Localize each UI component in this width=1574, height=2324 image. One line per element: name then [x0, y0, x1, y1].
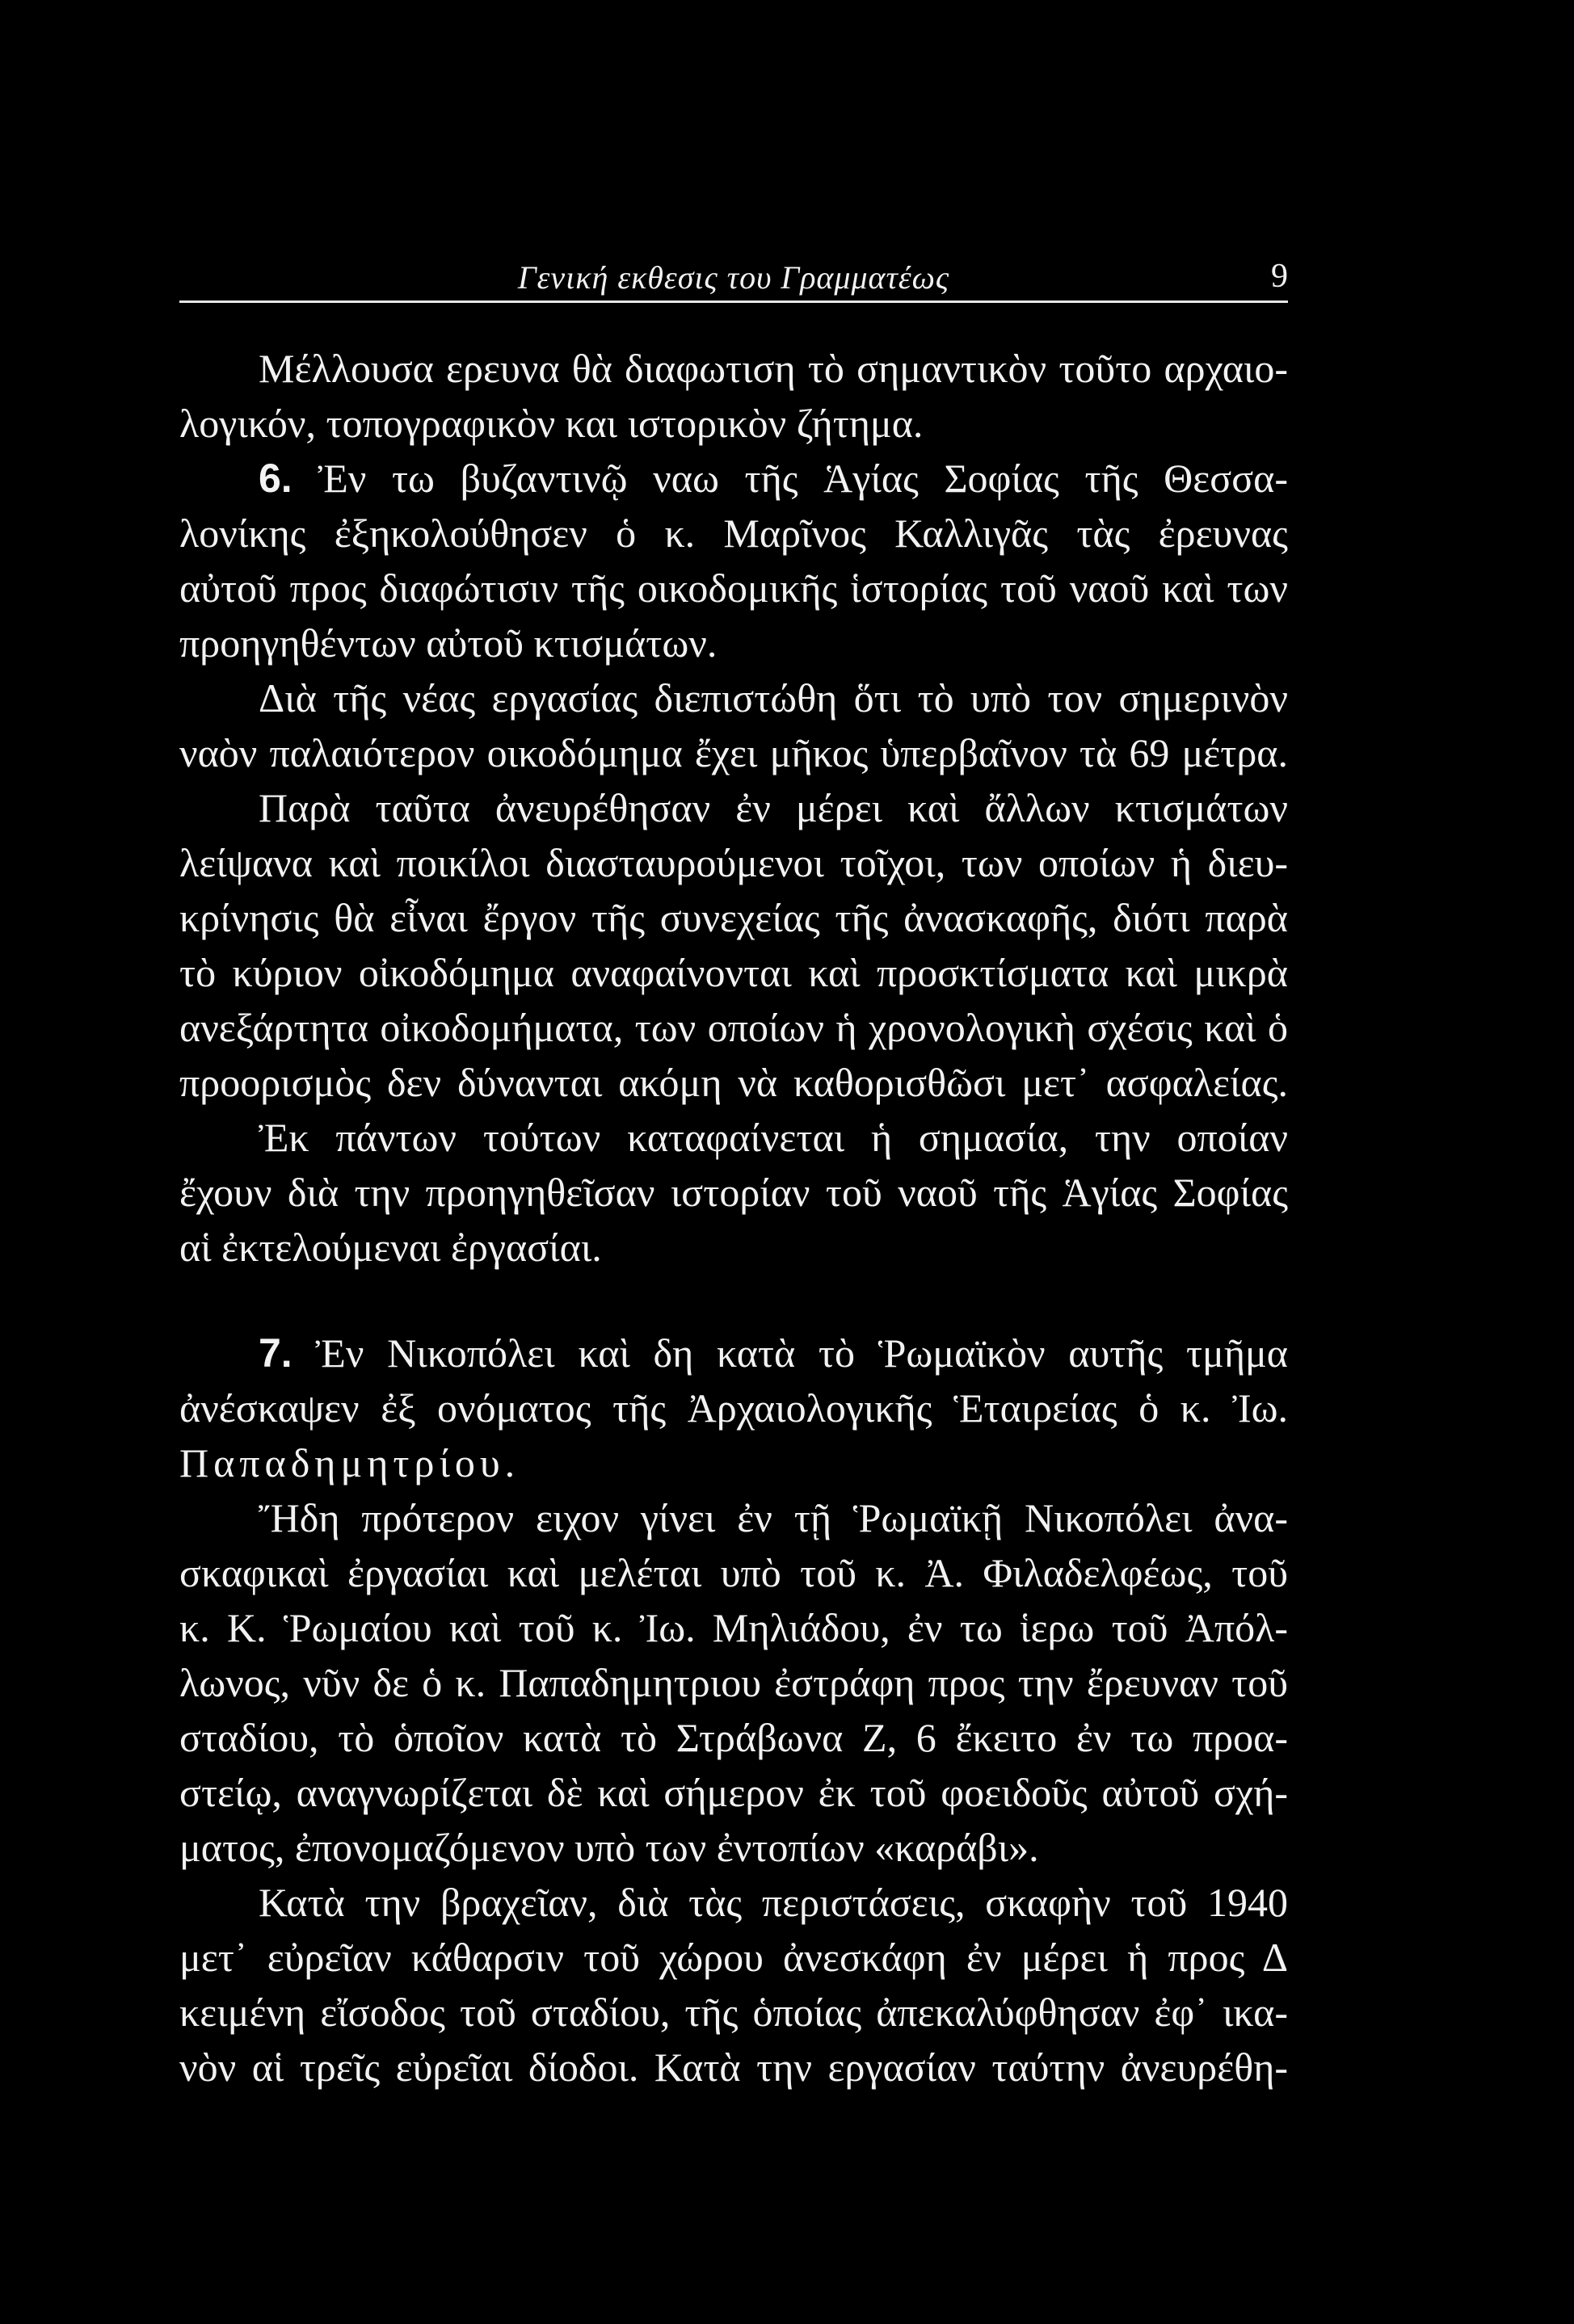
text-line: Παρὰ ταῦτα ἀνευρέθησαν ἐν μέρει καὶ ἄλλων κτισμάτων [259, 785, 1288, 830]
section-7-first-line [179, 1326, 1288, 1381]
text-line: ανεξάρτητα οἰκοδομήματα, των οποίων ἡ χρονολογικὴ σχέσις καὶ ὁ [179, 1005, 1288, 1050]
text-line: κειμένη εἴσοδος τοῦ σταδίου, τῆς ὁποίας ἀπεκαλύφθησαν ἐφ᾽ ικα- [179, 1990, 1288, 2035]
text-line: αἱ ἐκτελούμεναι ἐργασίαι. [179, 1225, 602, 1270]
text-line: Ἐν τω βυζαντινῷ ναω τῆς Ἁγίας Σοφίας τῆς Θεσσα- [318, 456, 1288, 501]
section-number: 7. [259, 1330, 292, 1376]
text-line: ματος, ἐπονομαζόμενον υπὸ των ἐντοπίων «καράβι». [179, 1825, 1039, 1870]
text-line: Μέλλουσα ερευνα θὰ διαφωτιση τὸ σημαντικὸν τοῦτο αρχαιο- [259, 346, 1288, 391]
text-line: λείψανα καὶ ποικίλοι διασταυρούμενοι τοῖχοι, των οποίων ἡ διευ- [179, 840, 1288, 885]
text-line: σταδίου, τὸ ὁποῖον κατὰ τὸ Στράβωνα Ζ, 6 ἔκειτο ἐν τω προα- [179, 1715, 1288, 1760]
text-line: λωνος, νῦν δε ὁ κ. Παπαδημητριου ἐστράφη προς την ἔρευναν τοῦ [179, 1660, 1288, 1705]
text-line: Ἐκ πάντων τούτων καταφαίνεται ἡ σημασία, την οποίαν [259, 1115, 1288, 1160]
text-line: Ἐν Νικοπόλει καὶ δη κατὰ τὸ Ῥωμαϊκὸν αυτῆς τμῆμα [315, 1330, 1288, 1376]
text-line: προορισμὸς δεν δύνανται ακόμη νὰ καθορισθῶσι μετ᾽ ασφαλείας. [179, 1060, 1288, 1105]
text-line: Διὰ τῆς νέας εργασίας διεπιστώθη ὅτι τὸ υπὸ τον σημερινὸν [259, 675, 1288, 721]
text-line: κρίνησις θὰ εἶναι ἔργον τῆς συνεχείας τῆς ἀνασκαφῆς, διότι παρὰ [179, 895, 1288, 940]
body-text [179, 341, 1288, 2095]
text-line: ἀνέσκαψεν ἐξ ονόματος τῆς Ἀρχαιολογικῆς Ἑταιρείας ὁ κ. Ἰω. [179, 1385, 1288, 1431]
text-line: Κατὰ την βραχεῖαν, διὰ τὰς περιστάσεις, σκαφὴν τοῦ 1940 [259, 1880, 1288, 1925]
text-line: Ἤδη πρότερον ειχον γίνει ἐν τῇ Ῥωμαϊκῇ Νικοπόλει ἀνα- [259, 1495, 1288, 1540]
text-line: ἔχουν διὰ την προηγηθεῖσαν ιστορίαν τοῦ ναοῦ τῆς Ἁγίας Σοφίας [179, 1170, 1288, 1215]
text-line: ναὸν παλαιότερον οικοδόμημα ἔχει μῆκος ὑπερβαῖνον τὰ 69 μέτρα. [179, 730, 1288, 775]
running-header [179, 252, 1288, 303]
page-number: 9 [1271, 258, 1288, 295]
text-line: σκαφικαὶ ἐργασίαι καὶ μελέται υπὸ τοῦ κ. Ἀ. Φιλαδελφέως, τοῦ [179, 1550, 1288, 1595]
section-number: 6. [259, 456, 292, 501]
text-line: τὸ κύριον οἰκοδόμημα αναφαίνονται καὶ προσκτίσματα καὶ μικρὰ [179, 950, 1288, 995]
text-line: αὐτοῦ προς διαφώτισιν τῆς οικοδομικῆς ἱστορίας τοῦ ναοῦ καὶ των [179, 565, 1288, 611]
paragraph-gap [179, 1275, 1288, 1326]
text-line: λογικόν, τοπογραφικὸν και ιστορικὸν ζήτημα. [179, 401, 924, 446]
text-line: προηγηθέντων αὐτοῦ κτισμάτων. [179, 620, 718, 666]
section-6-first-line [179, 451, 1288, 506]
text-line: στείῳ, αναγνωρίζεται δὲ καὶ σήμερον ἐκ τοῦ φοειδοῦς αὐτοῦ σχή- [179, 1770, 1288, 1815]
header-title: Γενική εκθεσις του Γραμματέως [517, 259, 950, 296]
text-line: κ. Κ. Ῥωμαίου καὶ τοῦ κ. Ἰω. Μηλιάδου, ἐν τω ἱερω τοῦ Ἀπόλ- [179, 1605, 1288, 1650]
text-line: Παπαδημητρίου. [179, 1440, 520, 1486]
text-line: μετ᾽ εὐρεῖαν κάθαρσιν τοῦ χώρου ἀνεσκάφη ἐν μέρει ἡ προς Δ [179, 1935, 1288, 1980]
text-line: νὸν αἱ τρεῖς εὐρεῖαι δίοδοι. Κατὰ την εργασίαν ταύτην ἀνευρέθη- [179, 2045, 1288, 2090]
text-line: λονίκης ἐξηκολούθησεν ὁ κ. Μαρῖνος Καλλιγᾶς τὰς ἐρευνας [179, 511, 1288, 556]
